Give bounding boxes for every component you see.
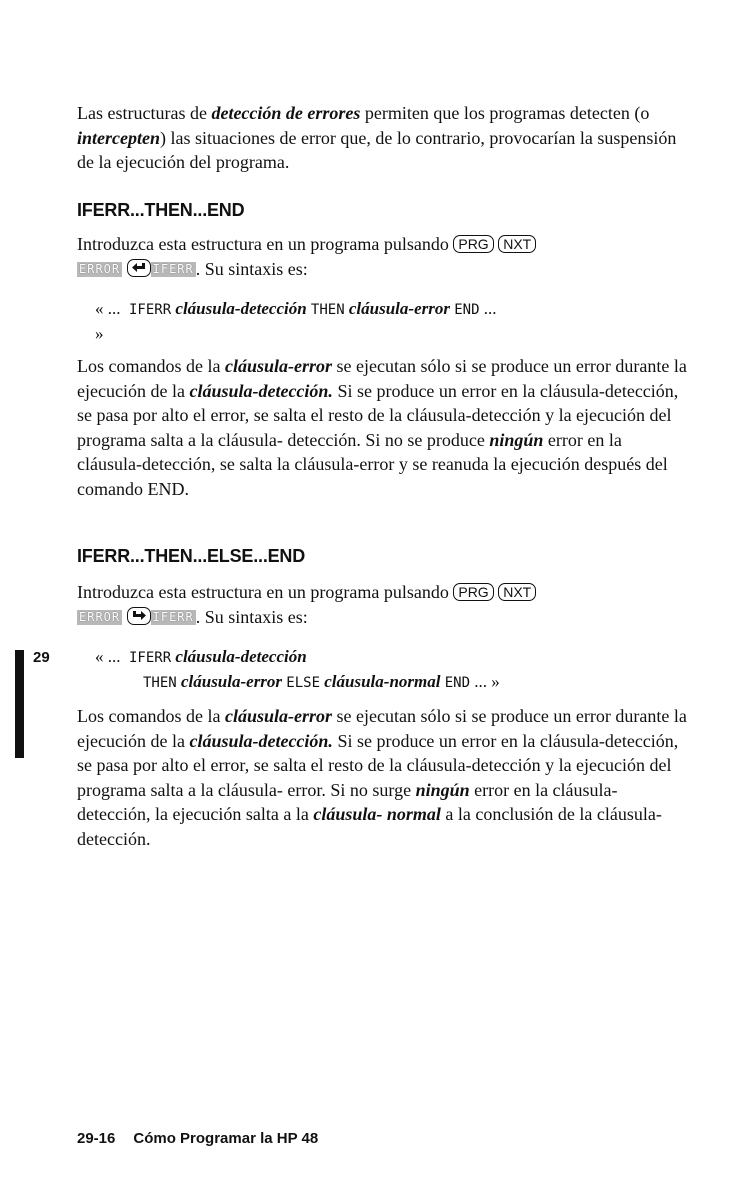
left-shift-key-icon [127,259,151,277]
keyword-then: THEN [143,675,177,691]
section2-syntax [95,645,695,695]
program-close-delimiter: ... » [474,672,500,691]
intro-paragraph [77,101,687,175]
keyword-end: END [454,302,480,318]
keyword-end: END [444,675,471,691]
text: Introduzca esta estructura en un programa pulsando [77,234,449,254]
text: ) las situaciones de error que, de lo contrario, provocarían la suspensión de la ejecución del programa. [77,127,677,172]
keyword-iferr: IFERR [129,650,172,666]
emphasis: cláusula-error [224,706,332,726]
chapter-side-bar [15,650,24,758]
text: Los comandos de la [77,706,225,726]
nxt-key: NXT [498,235,536,253]
section-heading-iferr-then-else-end: IFERR...THEN...ELSE...END [77,546,306,566]
text: Las estructuras de [77,103,212,123]
emphasis: cláusula-error [224,356,332,376]
section2-entry-instructions [77,580,687,629]
placeholder-detect-clause: cláusula-detección [175,647,307,666]
right-shift-key-icon [127,607,151,625]
emphasis: cláusula-detección. [189,380,333,401]
emphasis: cláusula- normal [313,804,441,824]
error-softkey: ERROR [79,261,121,276]
text: Introduzca esta estructura en un programa pulsando [77,582,449,602]
text: Si se produce un error en la cláusula-detección, se pasa por alto el error, se salta el resto de la cláusula-detección y la ejecución del programa salta a la cláusula- detección. Si no se produce [77,380,679,450]
emphasis: intercepten [77,127,160,148]
iferr-softkey: IFERR [152,609,194,624]
text: error en la cláusula-detección, se salta la cláusula-error y se reanuda la ejecución después del comando END. [77,429,668,499]
prg-key: PRG [453,235,493,253]
prg-key: PRG [453,583,493,601]
placeholder-error-clause: cláusula-error [180,672,283,691]
keyword-iferr: IFERR [129,302,172,318]
keyword-then: THEN [310,302,345,318]
emphasis: ningún [489,429,544,450]
text: a la conclusión de la cláusula-detección. [77,804,662,849]
text: Los comandos de la [77,356,225,376]
error-softkey: ERROR [79,609,121,624]
page-footer [77,1130,318,1147]
text: permiten que los programas detecten (o [360,103,650,123]
chapter-side-tab: 29 [33,649,50,666]
emphasis: ningún [415,779,470,800]
text: error en la cláusula-detección, la ejecución salta a la [77,779,618,824]
keyword-else: ELSE [286,675,321,691]
page-number: 29-16 [77,1130,116,1147]
program-open-delimiter: « ... [95,647,121,666]
ellipsis: ... [483,299,497,318]
placeholder-normal-clause: cláusula-normal [324,672,441,691]
text: . Su sintaxis es: [195,606,308,627]
placeholder-detect-clause: cláusula-detección [175,299,307,318]
text: se ejecutan sólo si se produce un error durante la ejecución de la [77,356,687,401]
emphasis: cláusula-detección. [189,730,333,751]
book-title: Cómo Programar la HP 48 [133,1130,319,1147]
section1-syntax [95,297,695,346]
section-heading-iferr-then-end: IFERR...THEN...END [77,200,245,220]
text: . Su sintaxis es: [195,258,308,279]
iferr-softkey: IFERR [152,261,194,276]
nxt-key: NXT [498,583,536,601]
section1-description [77,354,687,501]
section2-description [77,704,687,851]
program-close-delimiter: » [95,324,104,343]
text: Si se produce un error en la cláusula-detección, se pasa por alto el error, se salta el resto de la cláusula-detección y la ejecución del programa salta a la cláusula- error. Si no surge [77,730,679,800]
section1-entry-instructions [77,232,687,281]
placeholder-error-clause: cláusula-error [348,299,450,318]
program-open-delimiter: « ... [95,299,121,318]
text: se ejecutan sólo si se produce un error durante la ejecución de la [77,706,687,751]
emphasis: detección de errores [211,103,361,123]
